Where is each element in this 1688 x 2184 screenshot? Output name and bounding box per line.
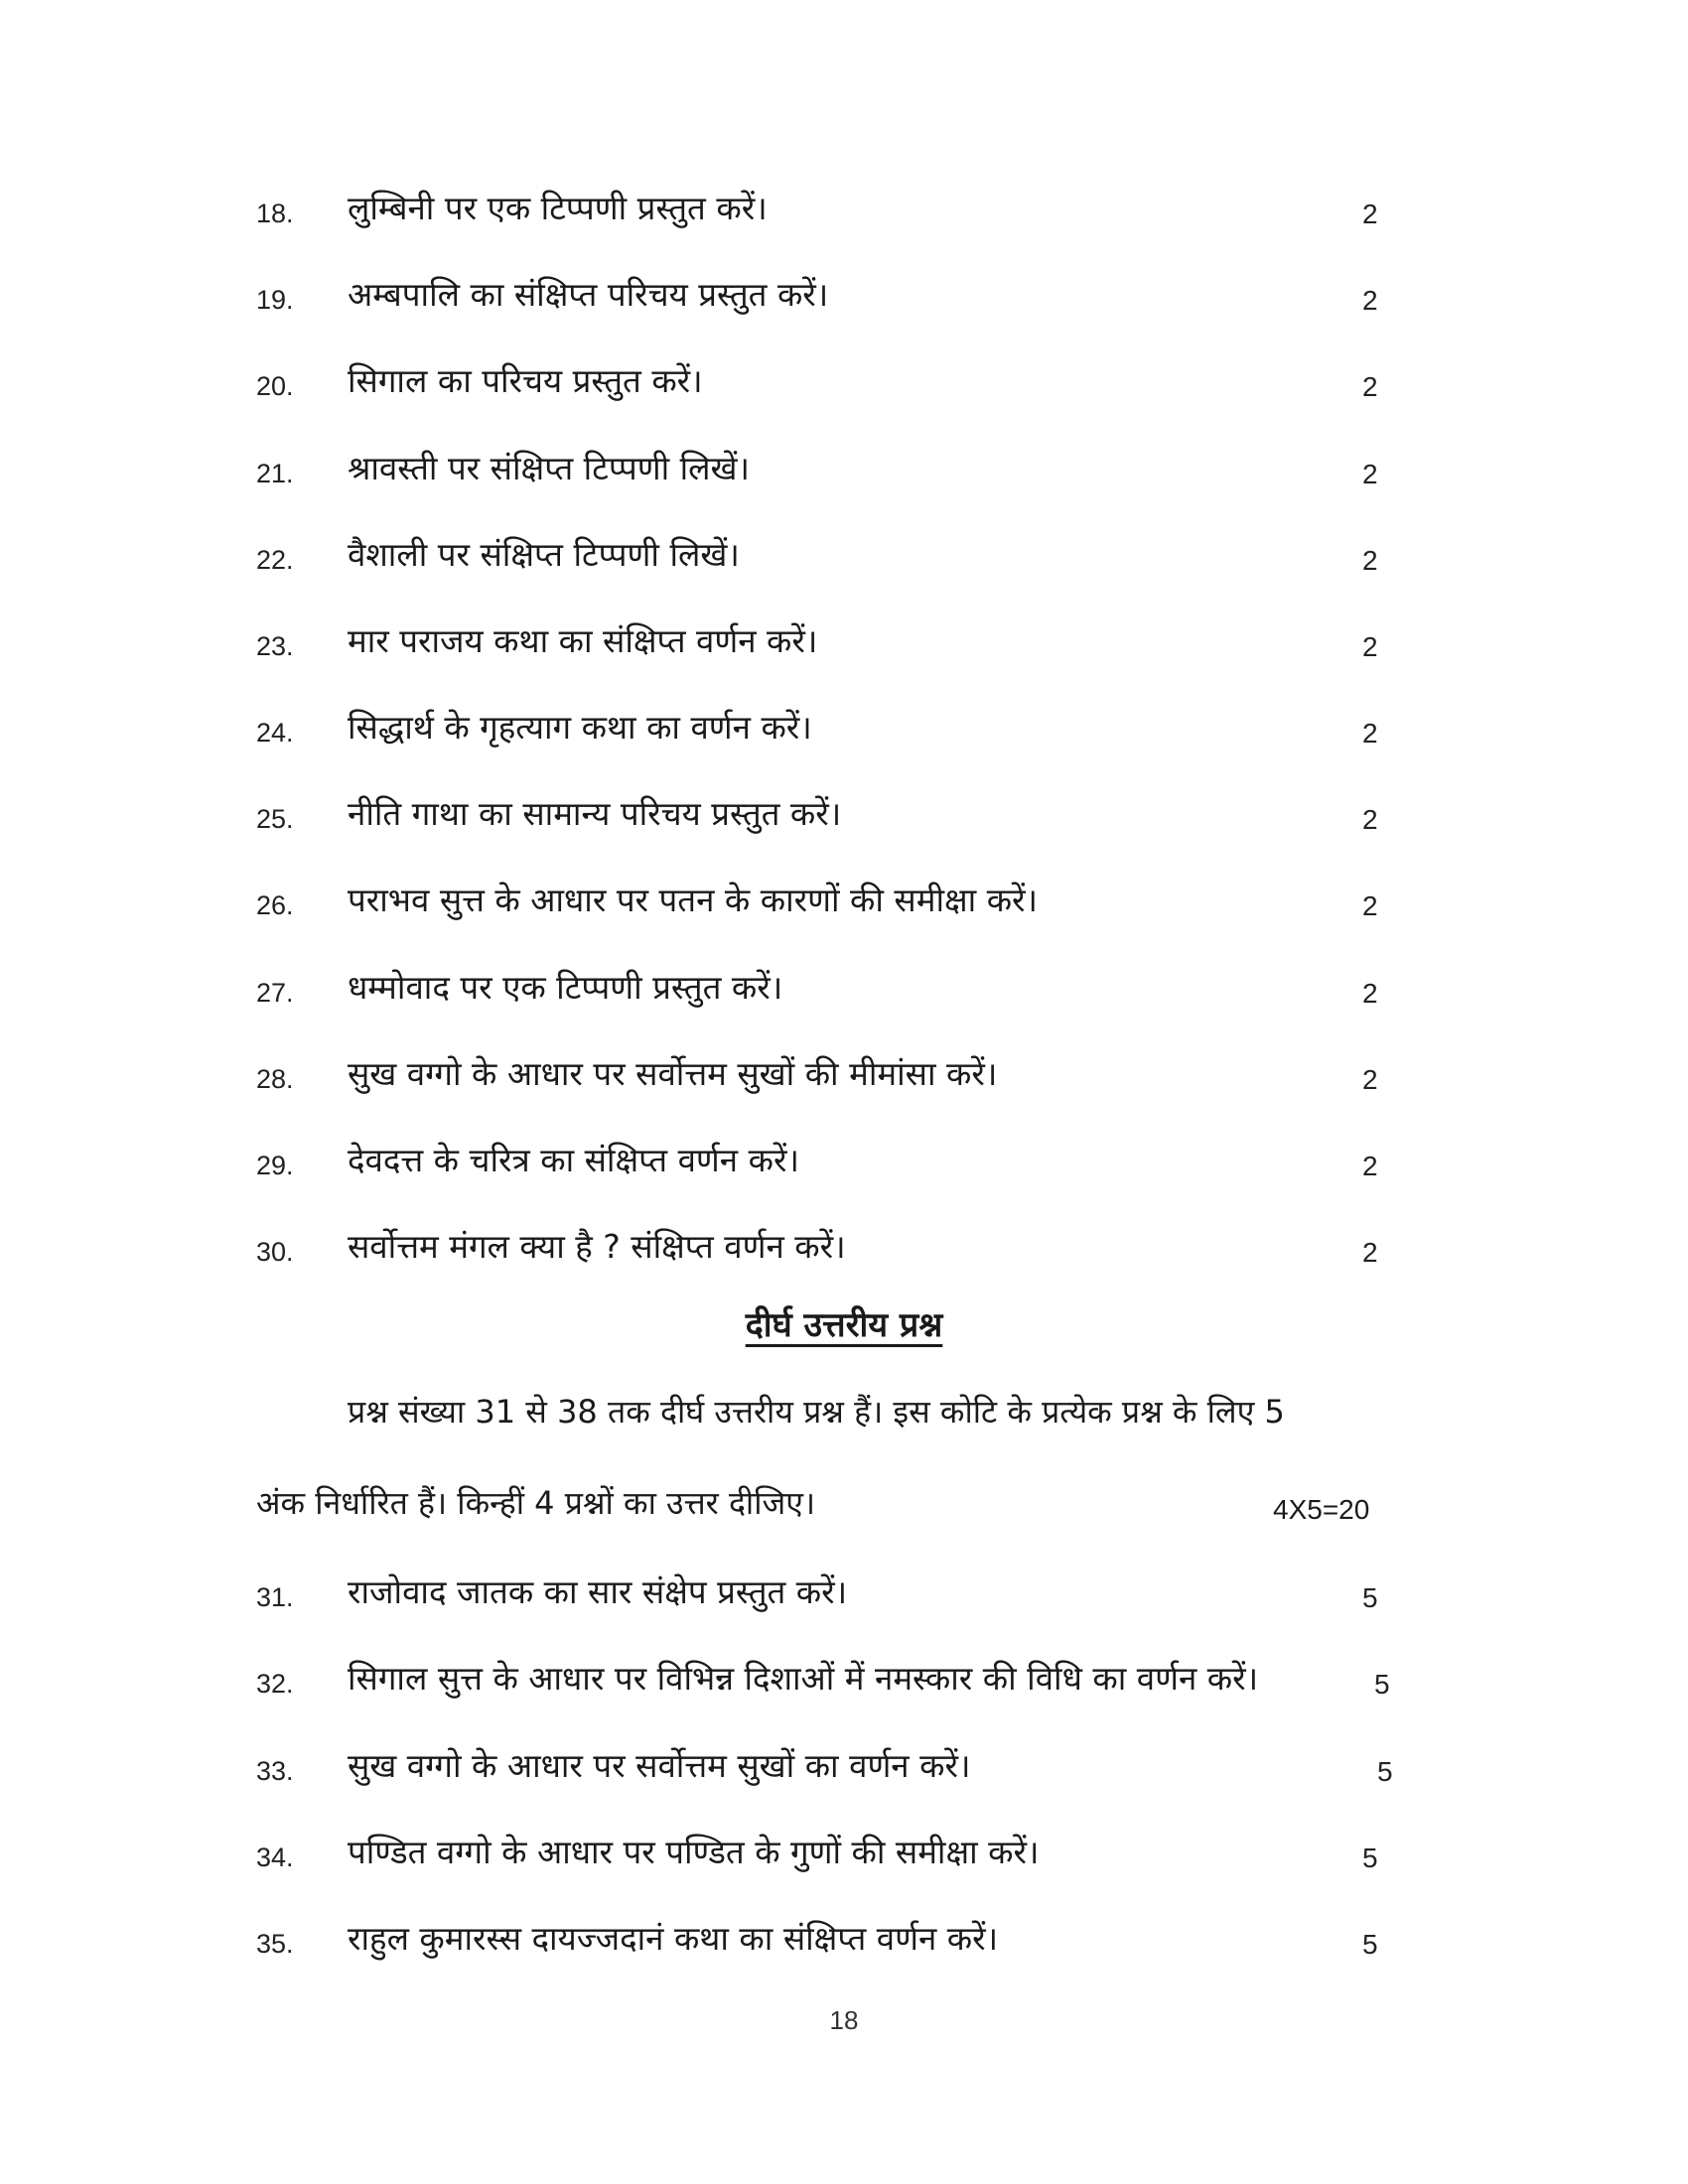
question-row <box>0 1050 1688 1110</box>
question-row <box>0 1742 1688 1802</box>
question-marks: 5 <box>1362 1929 1378 1960</box>
section-heading: दीर्घ उत्तरीय प्रश्न <box>745 1305 943 1345</box>
question-marks: 2 <box>1362 631 1378 662</box>
question-number: 29. <box>256 1151 294 1180</box>
instruction-text: प्रश्न संख्या 31 से 38 तक दीर्घ उत्तरीय प्रश्न हैं। इस कोटि के प्रत्येक प्रश्न के लिए 5 <box>348 1393 1285 1431</box>
question-text: पण्डित वग्गो के आधार पर पण्डित के गुणों की समीक्षा करें। <box>348 1833 1040 1871</box>
question-number: 31. <box>256 1582 294 1612</box>
question-number: 33. <box>256 1756 294 1786</box>
question-number: 34. <box>256 1843 294 1872</box>
question-marks: 2 <box>1362 890 1378 921</box>
question-text: राजोवाद जातक का सार संक्षेप प्रस्तुत करें। <box>348 1572 848 1611</box>
question-text: पराभव सुत्त के आधार पर पतन के कारणों की समीक्षा करें। <box>348 881 1039 919</box>
question-number: 20. <box>256 371 294 401</box>
question-marks: 2 <box>1362 545 1378 576</box>
question-marks: 2 <box>1362 718 1378 749</box>
question-row <box>0 1829 1688 1888</box>
question-row <box>0 877 1688 936</box>
question-number: 24. <box>256 718 294 748</box>
question-marks: 2 <box>1362 1151 1378 1181</box>
question-marks: 2 <box>1362 199 1378 229</box>
question-number: 32. <box>256 1669 294 1699</box>
question-row <box>0 1223 1688 1283</box>
question-row <box>0 1569 1688 1628</box>
question-marks: 2 <box>1362 371 1378 402</box>
question-text: सिगाल सुत्त के आधार पर विभिन्न दिशाओं में नमस्कार की विधि का वर्णन करें। <box>348 1659 1259 1698</box>
question-row <box>0 704 1688 763</box>
question-text: सुख वग्गो के आधार पर सर्वोत्तम सुखों का वर्णन करें। <box>348 1746 971 1785</box>
question-number: 35. <box>256 1929 294 1959</box>
question-text: धम्मोवाद पर एक टिप्पणी प्रस्तुत करें। <box>348 968 783 1007</box>
question-row <box>0 617 1688 677</box>
question-row <box>0 357 1688 417</box>
page-number: 18 <box>829 2005 859 2035</box>
question-text: सर्वोत्तम मंगल क्या है ? संक्षिप्त वर्णन करें। <box>348 1227 846 1266</box>
question-number: 26. <box>256 890 294 920</box>
question-row <box>0 531 1688 591</box>
question-number: 18. <box>256 199 294 228</box>
question-marks: 5 <box>1374 1669 1390 1700</box>
question-text: वैशाली पर संक्षिप्त टिप्पणी लिखें। <box>348 535 740 574</box>
question-text: देवदत्त के चरित्र का संक्षिप्त वर्णन करें। <box>348 1141 799 1179</box>
question-text: मार पराजय कथा का संक्षिप्त वर्णन करें। <box>348 621 818 660</box>
question-text: अम्बपालि का संक्षिप्त परिचय प्रस्तुत करें। <box>348 275 829 314</box>
section-total-marks: 4X5=20 <box>1273 1494 1370 1525</box>
question-number: 22. <box>256 545 294 575</box>
question-marks: 2 <box>1362 978 1378 1009</box>
question-row <box>0 790 1688 850</box>
question-marks: 2 <box>1362 1237 1378 1268</box>
question-text: श्रावस्ती पर संक्षिप्त टिप्पणी लिखें। <box>348 449 751 487</box>
question-text: सिगाल का परिचय प्रस्तुत करें। <box>348 361 703 400</box>
question-text: नीति गाथा का सामान्य परिचय प्रस्तुत करें। <box>348 794 842 833</box>
question-text: लुम्बिनी पर एक टिप्पणी प्रस्तुत करें। <box>348 189 768 227</box>
question-marks: 2 <box>1362 804 1378 835</box>
question-number: 28. <box>256 1064 294 1094</box>
question-number: 23. <box>256 631 294 661</box>
question-row <box>0 1655 1688 1714</box>
question-marks: 5 <box>1362 1582 1378 1613</box>
question-row <box>0 1915 1688 1975</box>
question-row <box>0 1137 1688 1196</box>
question-row <box>0 964 1688 1024</box>
question-row <box>0 271 1688 331</box>
question-number: 25. <box>256 804 294 834</box>
question-number: 27. <box>256 978 294 1008</box>
question-marks: 5 <box>1362 1843 1378 1873</box>
question-row <box>0 445 1688 504</box>
question-number: 21. <box>256 459 294 488</box>
question-text: सुख वग्गो के आधार पर सर्वोत्तम सुखों की मीमांसा करें। <box>348 1054 998 1093</box>
instruction-text: अंक निर्धारित हैं। किन्हीं 4 प्रश्नों का उत्तर दीजिए। <box>256 1484 816 1522</box>
question-number: 30. <box>256 1237 294 1267</box>
question-marks: 5 <box>1377 1756 1393 1787</box>
question-row <box>0 185 1688 244</box>
question-number: 19. <box>256 285 294 315</box>
question-marks: 2 <box>1362 1064 1378 1095</box>
question-text: सिद्धार्थ के गृहत्याग कथा का वर्णन करें। <box>348 708 812 747</box>
question-text: राहुल कुमारस्स दायज्जदानं कथा का संक्षिप्त वर्णन करें। <box>348 1919 999 1958</box>
question-marks: 2 <box>1362 459 1378 489</box>
question-marks: 2 <box>1362 285 1378 316</box>
